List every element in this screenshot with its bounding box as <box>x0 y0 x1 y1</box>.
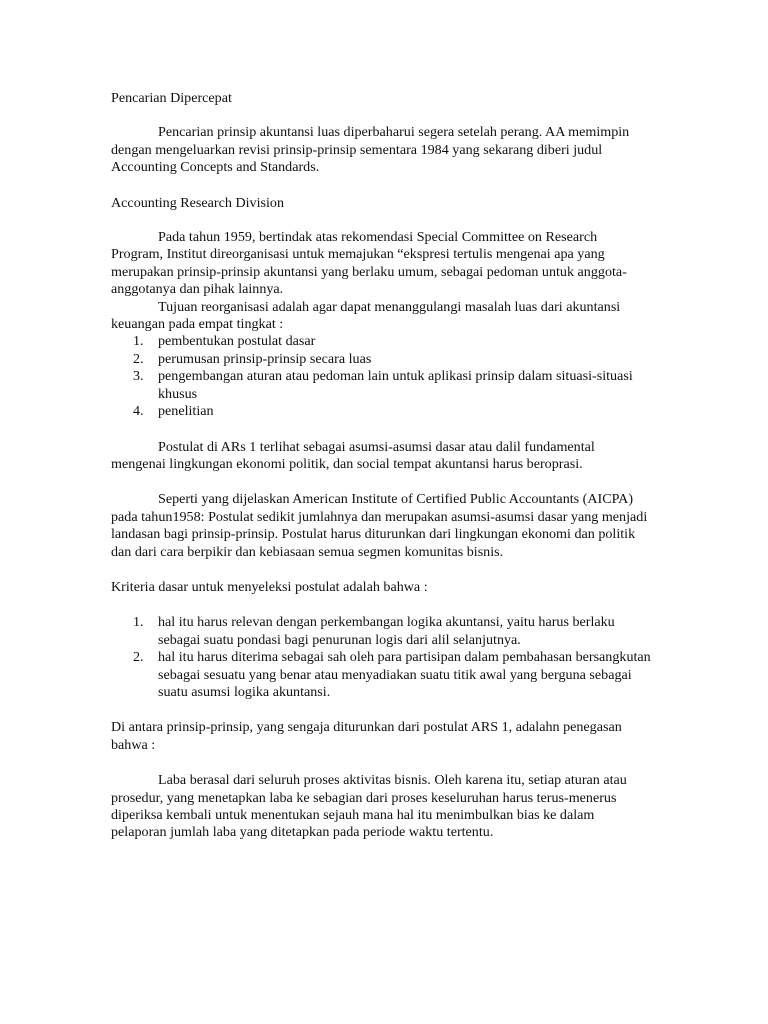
list-item <box>111 403 651 420</box>
criteria-list <box>111 614 651 701</box>
list-number: 2. <box>133 350 144 367</box>
list-item <box>111 351 651 368</box>
section-heading-pencarian: Pencarian Dipercepat <box>111 90 232 106</box>
list-item-text: penelitian <box>158 403 214 420</box>
paragraph-laba: Laba berasal dari seluruh proses aktivitas bisnis. Oleh karena itu, setiap aturan atau prosedur, yang menetapkan laba ke sebagian dari proses keseluruhan harus terus-menerus diperiksa kembali untuk menentukan sejauh mana hal itu menimbulkan bias ke dalam pelaporan jumlah laba yang ditetapkan pada periode waktu tertentu. <box>111 772 627 841</box>
list-item <box>111 614 651 649</box>
list-item <box>111 368 651 403</box>
list-item-text: hal itu harus relevan dengan perkembangan logika akuntansi, yaitu harus berlaku sebagai suatu pondasi bagi penurunan logis dari alil selanjutnya. <box>158 614 615 648</box>
paragraph-postulat: Postulat di ARs 1 terlihat sebagai asumsi-asumsi dasar atau dalil fundamental mengenai lingkungan ekonomi politik, dan social tempat akuntansi harus beroprasi. <box>111 438 595 472</box>
paragraph-aicpa: Seperti yang dijelaskan American Institute of Certified Public Accountants (AICPA) pada tahun1958: Postulat sedikit jumlahnya dan merupakan asumsi-asumsi dasar yang menjadi landasan bagi prinsip-prinsip. Postulat harus diturunkan dari lingkungan ekonomi dan politik dan dari cara berpikir dan kebiasaan semua segmen komunitas bisnis. <box>111 491 648 560</box>
list-item <box>111 649 651 701</box>
list-number: 3. <box>133 368 144 385</box>
paragraph-pencarian: Pencarian prinsip akuntansi luas diperbaharui segera setelah perang. AA memimpin dengan mengeluarkan revisi prinsip-prinsip sementara 1984 yang sekarang diberi judul Accounting Concepts and Standards. <box>111 124 630 176</box>
list-item-text: perumusan prinsip-prinsip secara luas <box>158 350 372 367</box>
list-number: 1. <box>133 333 144 350</box>
list-number: 4. <box>133 403 144 420</box>
list-number: 1. <box>133 614 144 631</box>
paragraph-1959: Pada tahun 1959, bertindak atas rekomendasi Special Committee on Research Program, Institut direorganisasi untuk memajukan “ekspresi tertulis mengenai apa yang merupakan prinsip-prinsip akuntansi yang berlaku umum, sebagai pedoman untuk anggota-anggotanya dan pihak lainnya. <box>111 229 627 298</box>
list-item-text: pembentukan postulat dasar <box>158 333 316 350</box>
list-number: 2. <box>133 649 144 666</box>
principles-intro: Di antara prinsip-prinsip, yang sengaja diturunkan dari postulat ARS 1, adalahn penegasan bahwa : <box>111 719 622 753</box>
paragraph-tujuan: Tujuan reorganisasi adalah agar dapat menanggulangi masalah luas dari akuntansi keuangan pada empat tingkat : <box>111 298 621 333</box>
document-body <box>111 90 651 842</box>
list-item-text: hal itu harus diterima sebagai sah oleh para partisipan dalam pembahasan bersangkutan sebagai sesuatu yang benar atau menyadiakan suatu titik awal yang berguna sebagai suatu asumsi logika akuntansi. <box>158 649 651 700</box>
levels-list <box>111 333 651 420</box>
list-item-text: pengembangan aturan atau pedoman lain untuk aplikasi prinsip dalam situasi-situasi khusus <box>158 368 633 402</box>
criteria-intro: Kriteria dasar untuk menyeleksi postulat adalah bahwa : <box>111 578 428 595</box>
section-heading-research-division: Accounting Research Division <box>111 194 284 211</box>
list-item <box>111 333 651 350</box>
